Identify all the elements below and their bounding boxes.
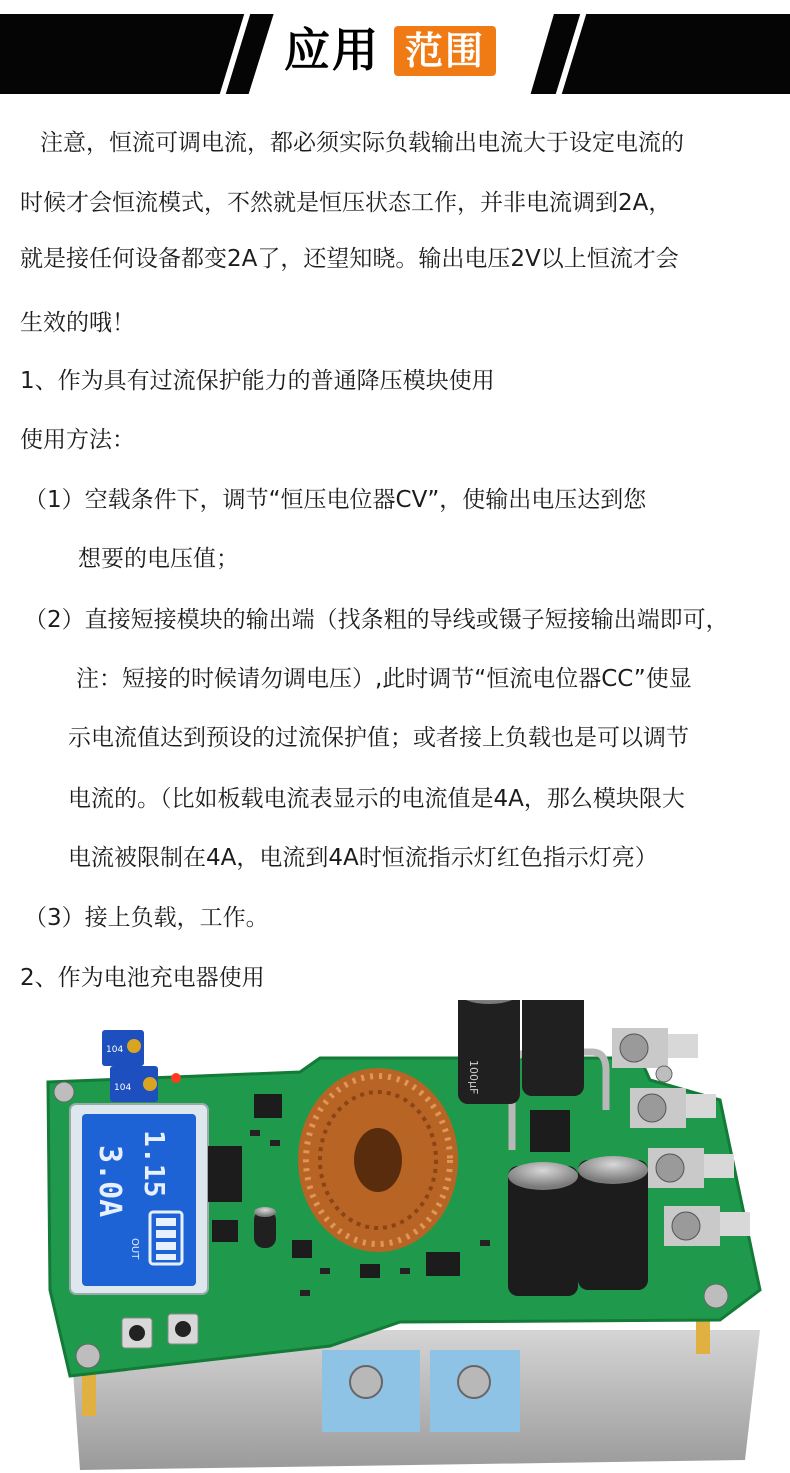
title-banner xyxy=(0,0,790,96)
screw-icon xyxy=(704,1284,728,1308)
text-line: 使用方法： xyxy=(20,427,135,453)
title-badge: 范围 xyxy=(394,26,496,76)
ic-chip xyxy=(208,1146,242,1202)
text-line: 注：短接的时候请勿调电压）,此时调节“恒流电位器CC”使显 xyxy=(76,666,692,692)
ic-chip xyxy=(360,1264,380,1278)
lcd-value: 3.0A xyxy=(92,1145,127,1218)
step-line: （3）接上负载，工作。 xyxy=(24,905,269,931)
page-title: 应用 xyxy=(284,23,380,77)
cap-label: 100μF xyxy=(467,1060,480,1095)
ic-chip xyxy=(530,1110,570,1152)
step-line: （2）直接短接模块的输出端（找条粗的导线或镊子短接输出端即可， xyxy=(24,607,729,633)
ic-chip xyxy=(254,1094,282,1118)
section-heading: 2、作为电池充电器使用 xyxy=(20,965,265,991)
electrolytic-capacitor xyxy=(578,1156,648,1290)
product-photo xyxy=(0,1000,790,1473)
screw-icon xyxy=(458,1366,490,1398)
screw-icon xyxy=(350,1366,382,1398)
electrolytic-capacitor xyxy=(458,1000,520,1104)
ic-chip xyxy=(426,1252,460,1276)
text-line: 注意，恒流可调电流，都必须实际负载输出电流大于设定电流的 xyxy=(40,130,684,156)
screw-icon xyxy=(54,1082,74,1102)
step-line: （1）空载条件下，调节“恒压电位器CV”，使输出电压达到您 xyxy=(24,487,647,513)
text-line: 电流被限制在4A，电流到4A时恒流指示灯红色指示灯亮） xyxy=(68,845,658,871)
text-line: 想要的电压值； xyxy=(78,546,239,572)
lcd-value-2: 1.15 xyxy=(138,1130,171,1198)
text-line: 示电流值达到预设的过流保护值；或者接上负载也是可以调节 xyxy=(68,725,689,751)
text-line: 生效的哦！ xyxy=(20,310,135,336)
ic-chip xyxy=(292,1240,312,1258)
section-heading: 1、作为具有过流保护能力的普通降压模块使用 xyxy=(20,368,495,394)
text-line: 就是接任何设备都变2A了，还望知晓。输出电压2V以上恒流才会 xyxy=(20,246,679,272)
pot-label: 104 xyxy=(114,1083,132,1093)
lcd-unit: OUT xyxy=(129,1238,140,1260)
ic-chip xyxy=(212,1220,238,1242)
text-line: 时候才会恒流模式，不然就是恒压状态工作，并非电流调到2A， xyxy=(20,190,672,216)
screw-icon xyxy=(656,1066,672,1082)
text-line: 电流的。（比如板载电流表显示的电流值是4A，那么模块限大 xyxy=(68,786,685,812)
electrolytic-capacitor xyxy=(522,1000,584,1096)
screw-icon xyxy=(76,1344,100,1368)
toroid-inductor xyxy=(298,1068,458,1252)
electrolytic-capacitor xyxy=(508,1162,578,1296)
led-indicator xyxy=(171,1073,181,1083)
pot-label: 104 xyxy=(106,1045,124,1055)
